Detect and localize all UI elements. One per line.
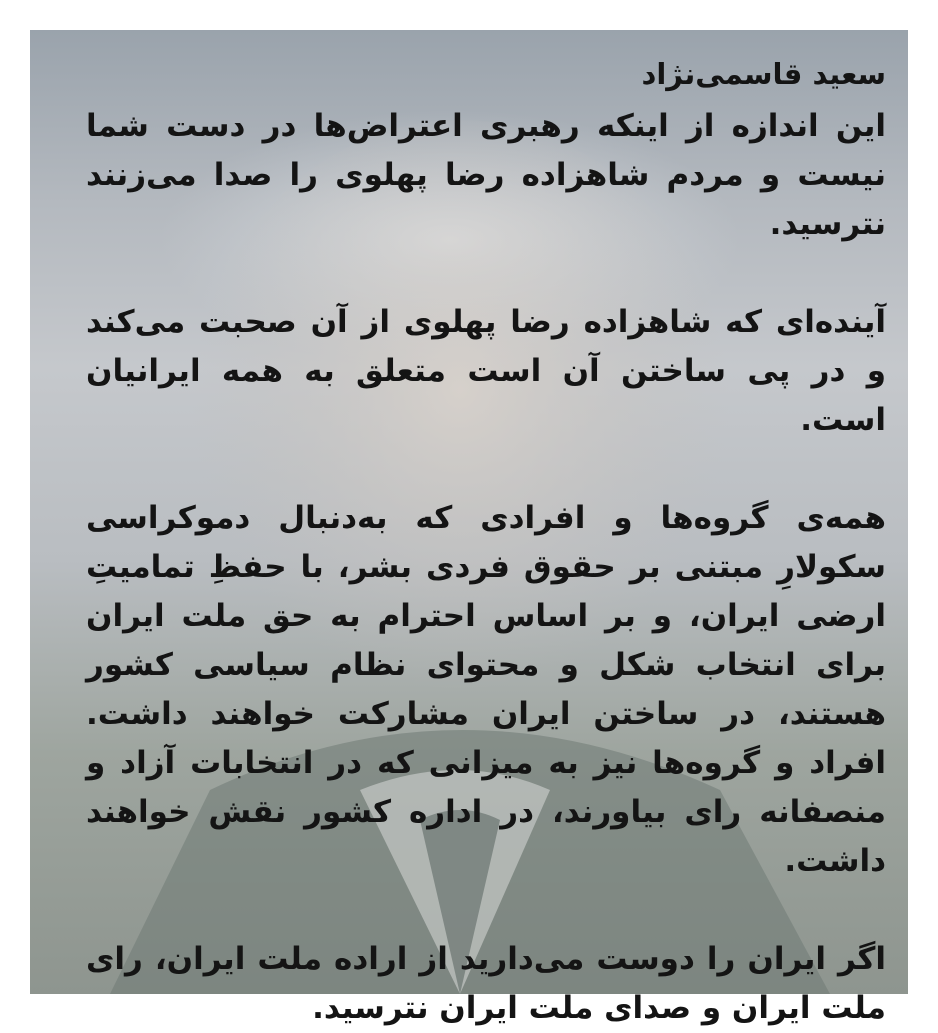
paragraph-2: آینده‌ای که شاهزاده رضا پهلوی از آن صحبت می‌کند و در پی ساختن آن است متعلق به همه ایرانیان است. — [86, 304, 886, 438]
paragraph-4: اگر ایران را دوست می‌دارید از اراده ملت ایران، رای ملت ایران و صدای ملت ایران نترسید. — [86, 941, 886, 1026]
author-name: سعید قاسمی‌نژاد — [641, 57, 886, 91]
quote-text — [86, 52, 886, 1033]
paragraph-1: این اندازه از اینکه رهبری اعتراض‌ها در دست شما نیست و مردم شاهزاده رضا پهلوی را صدا می‌زنند نترسید. — [86, 108, 886, 242]
quote-card — [30, 30, 908, 1026]
paragraph-3: همه‌ی گروه‌ها و افرادی که به‌دنبال دموکراسی سکولارِ مبتنی بر حقوق فردی بشر، با حفظِ تمامیتِ ارضی ایران، و بر اساس احترام به حق ملت ایران برای انتخاب شکل و محتوای نظام سیاسی کشور هستند، در ساختن ایران مشارکت خواهند داشت. افراد و گروه‌ها نیز به میزانی که در انتخابات آزاد و منصفانه رای بیاورند، در اداره کشور نقش خواهند داشت. — [86, 500, 886, 879]
